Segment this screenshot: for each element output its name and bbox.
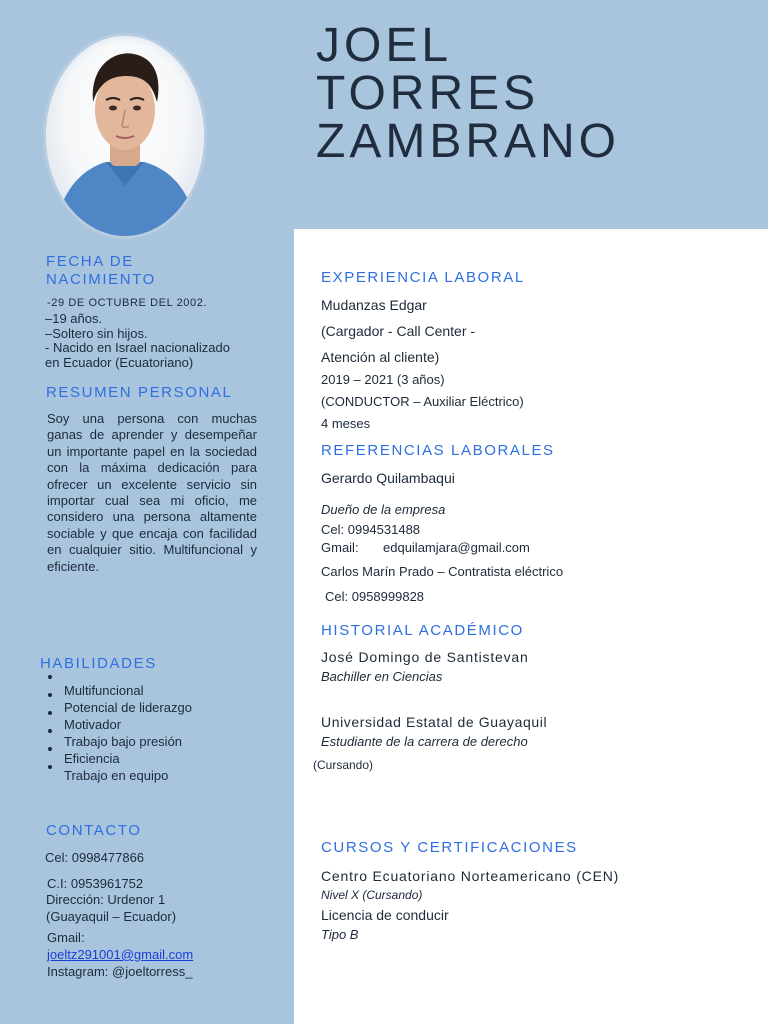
experience-period-1: 2019 – 2021 (3 años) (321, 372, 445, 387)
experience-period-2: 4 meses (321, 416, 371, 431)
contact-address-2: (Guayaquil – Ecuador) (46, 909, 177, 924)
birth-nationality: en Ecuador (Ecuatoriano) (45, 355, 194, 370)
experience-heading: EXPERIENCIA LABORAL (321, 269, 525, 286)
name-line-3: ZAMBRANO (316, 115, 621, 168)
name-line-1: JOEL (316, 19, 453, 72)
education-heading: HISTORIAL ACADÉMICO (321, 622, 524, 639)
birth-date: -29 DE OCTUBRE DEL 2002. (47, 297, 208, 309)
reference-1-gmail-label: Gmail: (321, 540, 359, 555)
name-line-2: TORRES (316, 67, 540, 120)
course-2-type: Tipo B (321, 927, 359, 942)
bullet-icon (48, 711, 52, 715)
profile-photo (46, 36, 204, 236)
bullet-icon (48, 693, 52, 697)
contact-heading: CONTACTO (46, 822, 142, 839)
contact-ci: C.I: 0953961752 (47, 876, 144, 891)
education-degree-1: Bachiller en Ciencias (321, 669, 443, 684)
reference-1-gmail: edquilamjara@gmail.com (383, 540, 530, 555)
contact-gmail-label: Gmail: (47, 930, 85, 945)
skill-item: Trabajo en equipo (64, 768, 169, 783)
birth-heading-line-1: FECHA DE (46, 253, 134, 270)
contact-gmail-link[interactable]: joeltz291001@gmail.com (47, 947, 194, 962)
reference-2: Carlos Marín Prado – Contratista eléctrico (321, 564, 564, 579)
summary-text: Soy una persona con muchas ganas de aprender y desempeñar un importante papel en la sociedad con la máxima dedicación para ofrecer un excelente servicio sin importar cual sea mi oficio, me considero una persona altamente sociable y que encaja con facilidad en cualquier sitio. Multifuncional y eficiente. (47, 411, 257, 574)
contact-cel: Cel: 0998477866 (45, 850, 145, 865)
bullet-icon (48, 675, 52, 679)
course-1: Centro Ecuatoriano Norteamericano (CEN) (321, 868, 620, 884)
reference-2-cel: Cel: 0958999828 (325, 589, 425, 604)
bullet-icon (48, 729, 52, 733)
summary-heading: RESUMEN PERSONAL (46, 384, 233, 401)
experience-company: Mudanzas Edgar (321, 297, 427, 313)
references-heading: REFERENCIAS LABORALES (321, 442, 555, 459)
education-school-1: José Domingo de Santistevan (321, 649, 529, 665)
contact-instagram: Instagram: @joeltorress_ (47, 964, 193, 979)
course-1-level: Nivel X (Cursando) (321, 888, 423, 902)
reference-1-name: Gerardo Quilambaqui (321, 470, 455, 486)
skill-item: Motivador (64, 717, 122, 732)
education-status-2: (Cursando) (313, 758, 374, 772)
bullet-icon (48, 765, 52, 769)
skill-item: Trabajo bajo presión (64, 734, 183, 749)
birth-origin: - Nacido en Israel nacionalizado (45, 340, 230, 355)
contact-address-1: Dirección: Urdenor 1 (46, 892, 166, 907)
person-portrait-icon (46, 36, 204, 236)
education-school-2: Universidad Estatal de Guayaquil (321, 714, 548, 730)
skill-item: Eficiencia (64, 751, 120, 766)
birth-status: –Soltero sin hijos. (45, 326, 148, 341)
bullet-icon (48, 747, 52, 751)
experience-role-2: Atención al cliente) (321, 349, 440, 365)
birth-heading (46, 253, 156, 289)
full-name (316, 19, 621, 168)
birth-heading-line-2: NACIMIENTO (46, 271, 156, 288)
reference-1-cel: Cel: 0994531488 (321, 522, 421, 537)
experience-role-3: (CONDUCTOR – Auxiliar Eléctrico) (321, 394, 524, 409)
skills-heading: HABILIDADES (40, 655, 157, 672)
birth-age: –19 años. (45, 311, 103, 326)
skill-item: Multifuncional (64, 683, 144, 698)
courses-heading: CURSOS Y CERTIFICACIONES (321, 839, 578, 856)
education-degree-2: Estudiante de la carrera de derecho (321, 734, 528, 749)
experience-role-1: (Cargador - Call Center - (321, 323, 476, 339)
reference-1-title: Dueño de la empresa (321, 502, 446, 517)
course-2: Licencia de conducir (321, 907, 449, 923)
skill-item: Potencial de liderazgo (64, 700, 192, 715)
